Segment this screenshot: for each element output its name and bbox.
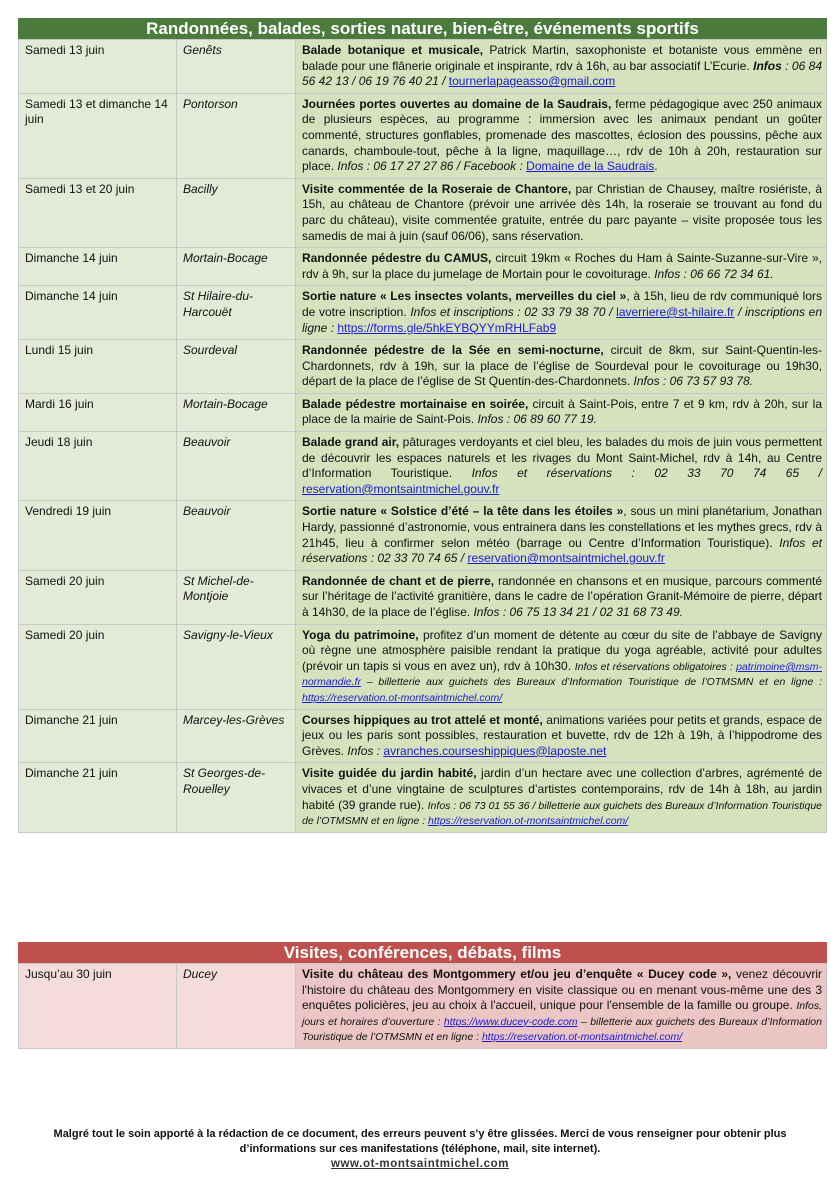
event-row xyxy=(19,93,827,178)
event-title: Infos xyxy=(753,58,782,73)
event-place: Sourdeval xyxy=(177,340,296,394)
event-row xyxy=(19,763,827,832)
event-text: Infos : xyxy=(347,743,384,758)
event-title: Courses hippiques au trot attelé et monté, xyxy=(302,712,543,727)
event-title: Balade grand air, xyxy=(302,435,400,450)
event-place: Bacilly xyxy=(177,178,296,247)
event-text: Infos et réservations : 02 33 70 74 65 / xyxy=(302,535,823,566)
event-text: ferme pédagogique avec 250 animaux de plusieurs espèces, au programme : immersion avec les animaux pendant un goûter commenté, structures gonflables, promenade des mascottes, éclosion des poussins, pêche aux canards, chamboule-tout, pêche à la ligne, maquillage…, rdv de 10h à 20h, restauration sur place. xyxy=(302,96,822,174)
event-title: Balade botanique et musicale, xyxy=(302,43,484,57)
event-text: / inscriptions en ligne : xyxy=(302,304,822,335)
event-text: jardin d’un hectare avec une collection d’arbres, agrémenté de vivaces et d’une vingtaine de sculptures d’artistes contemporains, rdv de 14h à 18h, au jardin habité (39 grande rue). xyxy=(302,766,823,812)
event-place: Beauvoir xyxy=(177,432,296,501)
event-date: Samedi 13 juin xyxy=(19,40,177,94)
disclaimer-text: Malgré tout le soin apporté à la rédaction de ce document, des erreurs peuvent s’y être glissées. Merci de vous renseigner pour obtenir plus d’informations sur ces manifestations (téléphone, mail, site internet). xyxy=(53,1128,787,1155)
event-text: venez découvrir l'histoire du château des Montgommery en visite classique ou en menant vous-même une des 3 enquêtes policières, jeu au choix à l'accueil, unique pour l'ensemble de la famille ou groupe. xyxy=(302,967,822,1013)
event-text: profitez d’un moment de détente au cœur du site de l’abbaye de Savigny où règne une atmosphère paisible rendant la pratique du yoga agréable, activité pour adultes (prévoir un tapis si vous en avez un), rdv à 10h30. xyxy=(302,627,822,673)
event-row xyxy=(19,501,827,570)
event-row xyxy=(19,40,827,94)
event-link[interactable]: https://www.ducey-code.com xyxy=(443,1015,578,1028)
event-description xyxy=(296,93,827,178)
event-place: Savigny-le-Vieux xyxy=(177,624,296,709)
event-date: Jusqu’au 30 juin xyxy=(19,964,177,1049)
event-place: St Michel-de-Montjoie xyxy=(177,570,296,624)
event-date: Dimanche 21 juin xyxy=(19,763,177,832)
event-link[interactable]: https://reservation.ot-montsaintmichel.com/ xyxy=(481,1031,683,1044)
event-place: St Hilaire-du-Harcouët xyxy=(177,286,296,340)
event-title: Randonnée de chant et de pierre, xyxy=(302,573,495,588)
event-title: Visite guidée du jardin habité, xyxy=(302,766,477,781)
footer xyxy=(20,1127,820,1172)
event-link[interactable]: avranches.courseshippiques@laposte.net xyxy=(383,743,607,758)
section-title: Randonnées, balades, sorties nature, bien-être, événements sportifs xyxy=(18,18,827,39)
event-row xyxy=(19,570,827,624)
section-visites xyxy=(18,942,827,1049)
event-link[interactable]: Domaine de la Saudrais xyxy=(526,159,655,174)
event-place: Mortain-Bocage xyxy=(177,393,296,431)
event-text: , à 15h, lieu de rdv communiqué lors de votre inscription. xyxy=(302,289,823,319)
event-row xyxy=(19,248,827,286)
event-row xyxy=(19,286,827,340)
event-title: Yoga du patrimoine, xyxy=(302,627,419,642)
event-date: Samedi 20 juin xyxy=(19,624,177,709)
event-description xyxy=(296,763,827,832)
event-text: – billetterie aux guichets des Bureaux d’Information Touristique de l’OTMSMN et en ligne : xyxy=(302,1015,822,1044)
event-description xyxy=(296,964,827,1049)
event-text: par Christian de Chausey, maître rosiériste, à 15h, au château de Chantore (prévoir une arrivée dès 14h, la roseraie se trouvant au fond du parc du château), visite commentée gratuite, entrée du parc payante – visite proposée tous les samedis de mai à juin (sauf 06/06), sans réservation. xyxy=(302,181,822,243)
event-text: Infos : 06 89 60 77 19. xyxy=(477,412,597,427)
event-link[interactable]: https://forms.gle/5hkEYBQYYmRHLFab9 xyxy=(337,320,557,335)
event-text: , sous un mini planétarium, Jonathan Hardy, passionné d’astronomie, vous entrainera dans les constellations et les mythes grecs, rdv à 21h45, lieu à confirmer selon météo (barrage ou Centre d’Information Touristique). xyxy=(302,504,822,550)
event-row xyxy=(19,709,827,763)
event-link[interactable]: tournerlapageasso@gmail.com xyxy=(448,74,616,89)
events-table xyxy=(18,963,827,1049)
event-text: circuit de 8km, sur Saint-Quentin-les-Chardonnets, rdv à 19h, sur la place de l’église de Sourdeval pour le covoiturage ou 19h30, départ de la place de l’église de St Quentin-des-Chardonnets. xyxy=(302,343,822,389)
event-description xyxy=(296,40,827,94)
event-text: Infos : 06 17 27 27 86 / Facebook : xyxy=(337,159,527,174)
event-title: Balade pédestre mortainaise en soirée, xyxy=(302,396,529,411)
event-place: Beauvoir xyxy=(177,501,296,570)
event-text: Infos et réservations : 02 33 70 74 65 / xyxy=(471,466,823,481)
event-text: Infos : 06 75 13 34 21 / 02 31 68 73 49. xyxy=(473,605,683,619)
event-link[interactable]: reservation@montsaintmichel.gouv.fr xyxy=(467,551,665,566)
event-description xyxy=(296,340,827,394)
event-place: St Georges-de-Rouelley xyxy=(177,763,296,832)
event-title: Randonnée pédestre du CAMUS, xyxy=(302,251,492,266)
event-text: circuit à Saint-Pois, entre 7 et 9 km, rdv à 20h, sur la place de la mairie de Saint-Pois. xyxy=(302,396,823,427)
event-text: Patrick Martin, saxophoniste et botaniste vous emmène en balade pour une flânerie originale et inspirante, rdv à 16h, au bar associatif L’Ecurie. xyxy=(302,43,822,73)
event-text: Infos, jours et horaires d’ouverture : xyxy=(302,1000,822,1028)
event-date: Dimanche 21 juin xyxy=(19,709,177,763)
event-description xyxy=(296,393,827,431)
event-link[interactable]: https://reservation.ot-montsaintmichel.com/ xyxy=(428,815,629,828)
event-place: Mortain-Bocage xyxy=(177,248,296,286)
event-place: Genêts xyxy=(177,40,296,94)
event-date: Samedi 20 juin xyxy=(19,570,177,624)
event-title: Visite commentée de la Roseraie de Chantore, xyxy=(302,181,572,196)
event-date: Samedi 13 et dimanche 14 juin xyxy=(19,93,177,178)
event-text: Infos et inscriptions : 02 33 79 38 70 / xyxy=(410,304,617,319)
event-text: . xyxy=(654,159,658,174)
event-description xyxy=(296,501,827,570)
website-link[interactable]: www.ot-montsaintmichel.com xyxy=(330,1158,510,1170)
event-link[interactable]: reservation@montsaintmichel.gouv.fr xyxy=(302,481,500,496)
event-text: Infos : 06 73 57 93 78. xyxy=(633,374,753,389)
event-place: Marcey-les-Grèves xyxy=(177,709,296,763)
event-row xyxy=(19,393,827,431)
event-row xyxy=(19,340,827,394)
event-link[interactable]: https://reservation.ot-montsaintmichel.com/ xyxy=(302,691,503,704)
event-date: Dimanche 14 juin xyxy=(19,248,177,286)
event-title: Randonnée pédestre de la Sée en semi-nocturne, xyxy=(302,343,604,358)
event-place: Ducey xyxy=(177,964,296,1049)
events-table xyxy=(18,39,827,833)
event-date: Lundi 15 juin xyxy=(19,340,177,394)
event-text: animations variées pour petits et grands, espace de jeux ou les paris sont possibles, restauration et buvette, rdv de 12h à 19h, à l’hippodrome des Grèves. xyxy=(302,712,822,758)
event-date: Dimanche 14 juin xyxy=(19,286,177,340)
event-place: Pontorson xyxy=(177,93,296,178)
event-row xyxy=(19,964,827,1049)
event-row xyxy=(19,178,827,247)
event-link[interactable]: laverriere@st-hilaire.fr xyxy=(616,304,735,319)
event-title: Journées portes ouvertes au domaine de la Saudrais, xyxy=(302,96,612,111)
event-description xyxy=(296,248,827,286)
event-date: Samedi 13 et 20 juin xyxy=(19,178,177,247)
event-row xyxy=(19,624,827,709)
event-date: Mardi 16 juin xyxy=(19,393,177,431)
event-description xyxy=(296,432,827,501)
event-link[interactable]: patrimoine@msm-normandie.fr xyxy=(302,660,822,689)
event-description xyxy=(296,570,827,624)
event-title: Visite du château des Montgommery et/ou jeu d’enquête « Ducey code », xyxy=(302,967,732,981)
event-text: circuit 19km « Roches du Ham à Sainte-Suzanne-sur-Vire », rdv à 9h, sur la place du jumelage de Mortain pour le covoiturage. xyxy=(302,251,823,281)
event-description xyxy=(296,286,827,340)
event-date: Jeudi 18 juin xyxy=(19,432,177,501)
event-description xyxy=(296,709,827,763)
event-date: Vendredi 19 juin xyxy=(19,501,177,570)
event-title: Sortie nature « Les insectes volants, merveilles du ciel » xyxy=(302,289,627,304)
event-description xyxy=(296,624,827,709)
event-text: : 06 84 56 42 13 / 06 19 76 40 21 / xyxy=(302,58,823,89)
section-randonnees xyxy=(18,18,827,833)
event-text: randonnée en chansons et en musique, parcours commenté sur l’héritage de l’activité granitière, dans le cadre de l’opération Granit-Mémoire de pierre, départ à 14h30, de la place de l’église. xyxy=(302,573,823,619)
section-title: Visites, conférences, débats, films xyxy=(18,942,827,963)
event-text: pâturages verdoyants et ciel bleu, les balades du mois de juin vous permettent de découvrir les espaces naturels et les rivages du Mont Saint-Michel, rdv à 14h, au Centre d’Information Touristique. xyxy=(302,435,822,481)
event-text: – billetterie aux guichets des Bureaux d’Information Touristique de l’OTMSMN et en ligne : xyxy=(360,676,822,689)
event-description xyxy=(296,178,827,247)
event-title: Sortie nature « Solstice d’été – la tête dans les étoiles » xyxy=(302,504,624,519)
event-row xyxy=(19,432,827,501)
event-text: Infos : 06 66 72 34 61. xyxy=(654,266,774,281)
event-text: Infos : 06 73 01 55 36 / billetterie aux guichets des Bureaux d’Information Touristique de l’OTMSMN et en ligne : xyxy=(302,799,823,828)
event-text: Infos et réservations obligatoires : xyxy=(574,660,737,673)
